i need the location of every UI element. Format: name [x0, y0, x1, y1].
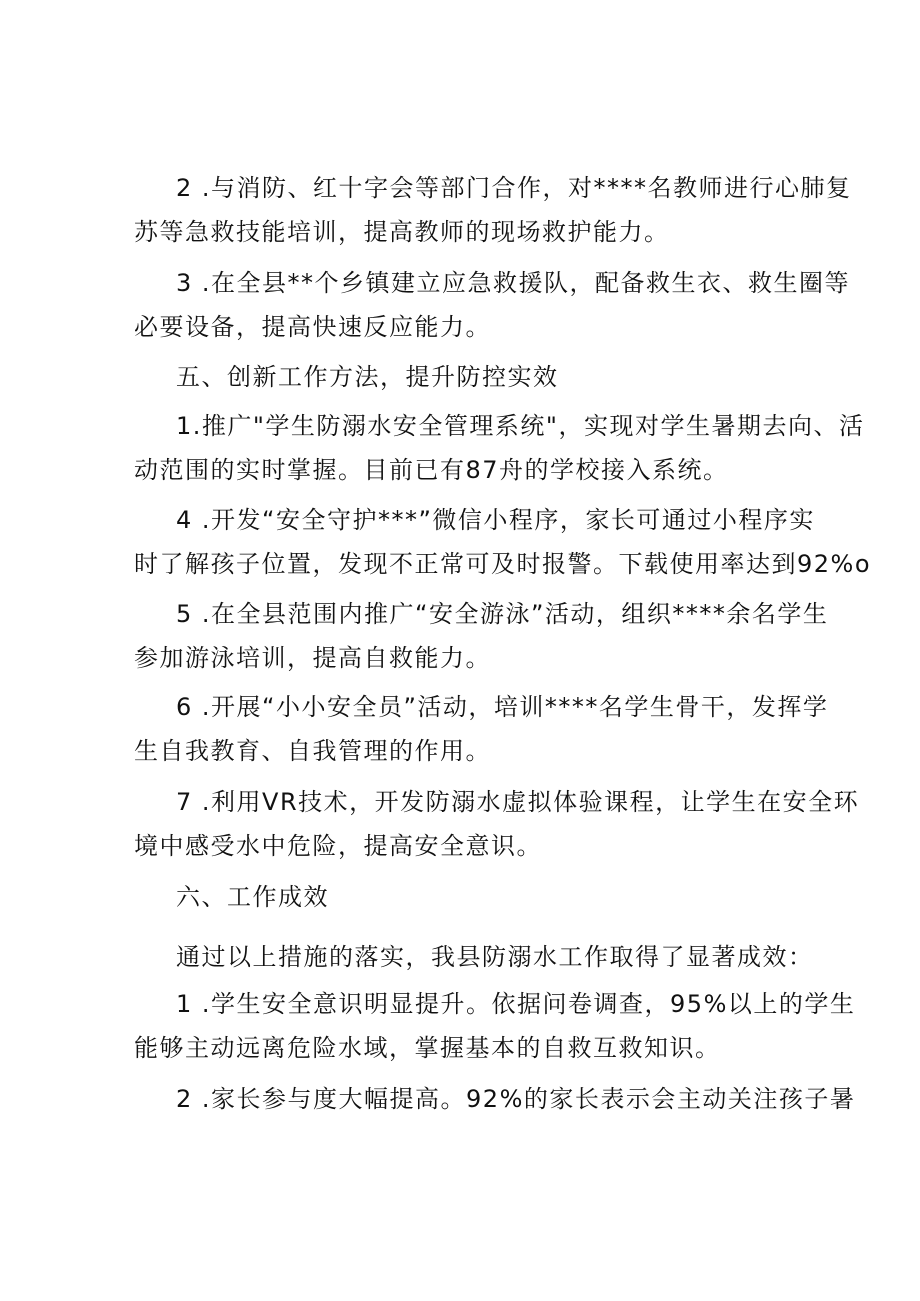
- paragraph-line: 境中感受水中危险，提高安全意识。: [134, 832, 542, 860]
- paragraph-line: 必要设备，提高快速反应能力。: [134, 313, 491, 341]
- paragraph-line: 1.推广"学生防溺水安全管理系统"，实现对学生暑期去向、活: [176, 412, 865, 440]
- paragraph-line: 时了解孩子位置，发现不正常可及时报警。下载使用率达到92%o: [134, 550, 872, 578]
- paragraph-line: 通过以上措施的落实，我县防溺水工作取得了显著成效：: [176, 943, 814, 971]
- paragraph-line: 1 .学生安全意识明显提升。依据问卷调查，95%以上的学生: [176, 990, 856, 1018]
- paragraph-line: 7 .利用VR技术，开发防溺水虚拟体验课程，让学生在安全环: [176, 788, 860, 816]
- paragraph-line: 3 .在全县**个乡镇建立应急救援队，配备救生衣、救生圈等: [176, 269, 851, 297]
- paragraph-line: 参加游泳培训，提高自救能力。: [134, 644, 491, 672]
- paragraph-line: 生自我教育、自我管理的作用。: [134, 737, 491, 765]
- paragraph-line: 2 .家长参与度大幅提高。92%的家长表示会主动关注孩子暑: [176, 1085, 856, 1113]
- paragraph-line: 能够主动远离危险水域，掌握基本的自救互救知识。: [134, 1034, 721, 1062]
- paragraph-line: 4 .开发“安全守护***”微信小程序，家长可通过小程序实: [176, 506, 815, 534]
- section-heading: 五、创新工作方法，提升防控实效: [176, 363, 559, 391]
- paragraph-line: 2 .与消防、红十字会等部门合作，对****名教师进行心肺复: [176, 174, 852, 202]
- paragraph-line: 动范围的实时掌握。目前已有87舟的学校接入系统。: [134, 456, 729, 484]
- paragraph-line: 5 .在全县范围内推广“安全游泳”活动，组织****余名学生: [176, 600, 829, 628]
- paragraph-line: 6 .开展“小小安全员”活动，培训****名学生骨干，发挥学: [176, 693, 829, 721]
- paragraph-line: 苏等急救技能培训，提高教师的现场救护能力。: [134, 218, 670, 246]
- section-heading: 六、工作成效: [176, 883, 329, 911]
